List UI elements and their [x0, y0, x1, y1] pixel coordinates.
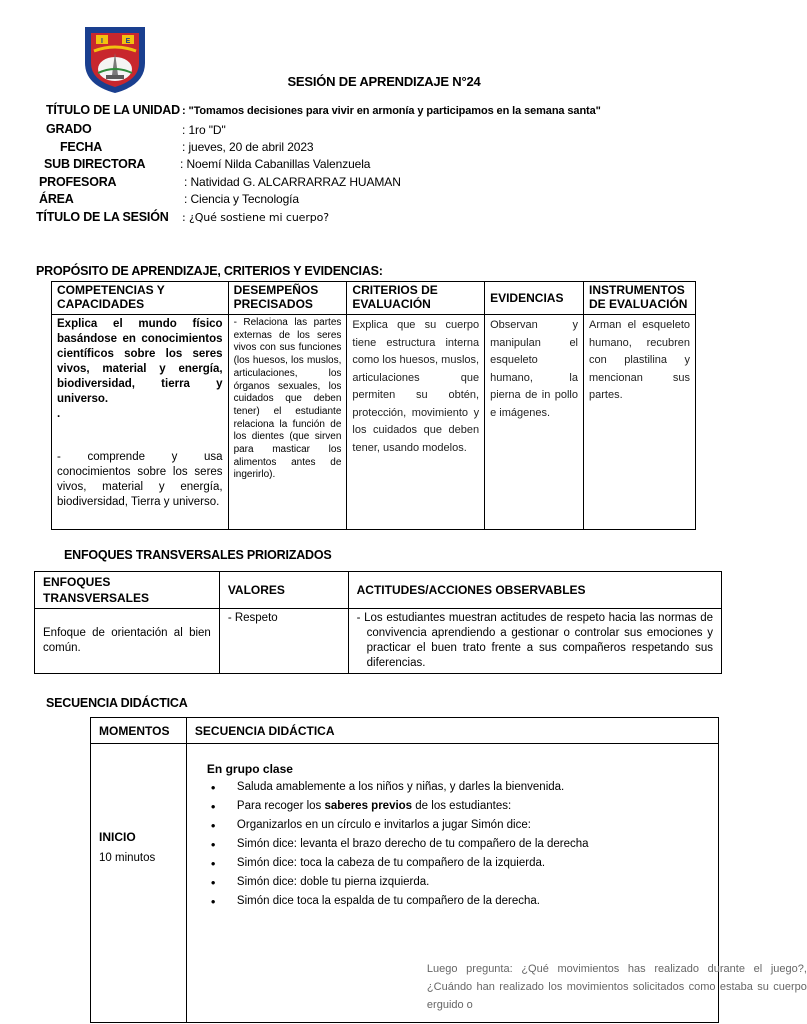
competencia-text: Explica el mundo físico basándose en conocimientos científicos sobre los seres vivos, material y energía, biodiversidad, tierra y universo.: [57, 318, 223, 405]
list-item: • Organizarlos en un círculo e invitarlos a jugar Simón dice:: [207, 816, 710, 835]
header-instrumentos: INSTRUMENTOS DE EVALUACIÓN: [584, 282, 696, 315]
actitud-cell: - Los estudiantes muestran actitudes de respeto hacia las normas de convivencia aprendiendo a gestionar o controlar sus emociones y practicar el buen trato frente a sus compañeros respetando sus diferencias.: [348, 609, 721, 674]
instrumento-cell: Arman el esqueleto humano, recubren con plastilina y mencionan sus partes.: [584, 315, 696, 530]
date-label: FECHA: [60, 140, 103, 154]
grade-value: : 1ro "D": [182, 123, 226, 137]
section-title-purpose: PROPÓSITO DE APRENDIZAJE, CRITERIOS Y EVIDENCIAS:: [36, 264, 383, 278]
section-title-secuencia: SECUENCIA DIDÁCTICA: [46, 696, 188, 710]
table-header-row: [52, 282, 696, 315]
evidencia-cell: Observan y manipulan el esqueleto humano, la pierna de in pollo e imágenes.: [485, 315, 584, 530]
group-label: En grupo clase: [206, 762, 293, 776]
secuencia-table: [90, 717, 807, 1023]
moment-name: INICIO: [99, 830, 136, 844]
header-secuencia: SECUENCIA DIDÁCTICA: [186, 718, 718, 744]
desempeno-cell: - Relaciona las partes externas de los seres vivos con sus funciones (los huesos, los muslos, articulaciones, los órganos sexuales, los cuidados que deben tener) el estudiante relaciona la función de los dientes (que sirven para masticar los alimentos antes de ingerirlo).: [228, 315, 347, 530]
saberes-previos-text: saberes previos: [324, 800, 413, 812]
competencia-dot: .: [57, 408, 61, 420]
capacidad-text: - comprende y usa conocimientos sobre los seres vivos, material y energía, biodiversidad, Tierra y universo.: [57, 451, 223, 508]
moment-cell: [91, 744, 187, 1023]
svg-text:I: I: [101, 38, 103, 45]
criterio-cell: Explica que su cuerpo tiene estructura interna como los huesos, muslos, articulaciones que permiten su obtén, protección, movimiento y los cuidados que deben tener, usando modelos.: [347, 315, 485, 530]
section-title-enfoques: ENFOQUES TRANSVERSALES PRIORIZADOS: [64, 548, 332, 562]
header-desempenos: DESEMPEÑOS PRECISADOS: [228, 282, 347, 315]
activity-list: [207, 778, 710, 911]
moment-time: 10 minutos: [99, 852, 156, 864]
list-item-tail: de los estudiantes:: [412, 800, 512, 812]
area-value: : Ciencia y Tecnología: [184, 192, 299, 206]
list-item: • Simón dice: doble tu pierna izquierda.: [207, 873, 710, 892]
list-item: • Simón dice: levanta el brazo derecho de tu compañero de la derecha: [207, 835, 710, 854]
table-header-row: [91, 718, 719, 744]
table-row: [35, 609, 722, 674]
svg-text:E: E: [125, 38, 131, 45]
teacher-label: PROFESORA: [39, 175, 117, 189]
area-label: ÁREA: [39, 192, 74, 206]
header-actitudes: ACTITUDES/ACCIONES OBSERVABLES: [348, 572, 721, 609]
list-item: • Simón dice: toca la cabeza de tu compañero de la izquierda.: [207, 854, 710, 873]
question-text: Luego pregunta: ¿Qué movimientos has realizado durante el juego?,¿Cuándo han realizado los movimientos solicitados como estaba su cuerpo erguido o: [426, 963, 807, 1011]
enfoques-table: [34, 571, 722, 674]
subdirector-label: SUB DIRECTORA: [44, 157, 146, 171]
table-header-row: [35, 572, 722, 609]
teacher-value: : Natividad G. ALCARRARRAZ HUAMAN: [184, 175, 401, 189]
table-row: [91, 744, 719, 1023]
enfoque-cell: [35, 609, 220, 674]
header-momentos: MOMENTOS: [91, 718, 187, 744]
list-item: • Saluda amablemente a los niños y niñas, y darles la bienvenida.: [207, 778, 710, 797]
header-enfoques: ENFOQUES TRANSVERSALES: [35, 572, 220, 609]
header-evidencias: EVIDENCIAS: [485, 282, 584, 315]
unit-title-value: : "Tomamos decisiones para vivir en armonía y participamos en la semana santa": [182, 105, 601, 117]
competencia-cell: [52, 315, 229, 530]
session-title-label: TÍTULO DE LA SESIÓN: [36, 210, 169, 224]
table-row: [52, 315, 696, 530]
list-item: [207, 797, 710, 816]
valor-cell: - Respeto: [219, 609, 348, 674]
header-valores: VALORES: [219, 572, 348, 609]
enfoque-text: Enfoque de orientación al bien común.: [43, 627, 211, 654]
unit-title-label: TÍTULO DE LA UNIDAD: [46, 103, 180, 117]
grade-label: GRADO: [46, 122, 92, 136]
session-title-value: : ¿Qué sostiene mi cuerpo?: [182, 211, 330, 224]
list-item: • Simón dice toca la espalda de tu compañero de la derecha.: [207, 892, 710, 911]
sequence-cell: [186, 744, 807, 1023]
purpose-table: [51, 281, 696, 530]
list-item-text: Para recoger los: [236, 800, 325, 812]
document-title: SESIÓN DE APRENDIZAJE N°24: [287, 74, 481, 89]
subdirector-value: : Noemí Nilda Cabanillas Valenzuela: [180, 157, 371, 171]
date-value: : jueves, 20 de abril 2023: [182, 140, 314, 154]
header-competencias: COMPETENCIAS Y CAPACIDADES: [52, 282, 229, 315]
header-criterios: CRITERIOS DE EVALUACIÓN: [347, 282, 485, 315]
